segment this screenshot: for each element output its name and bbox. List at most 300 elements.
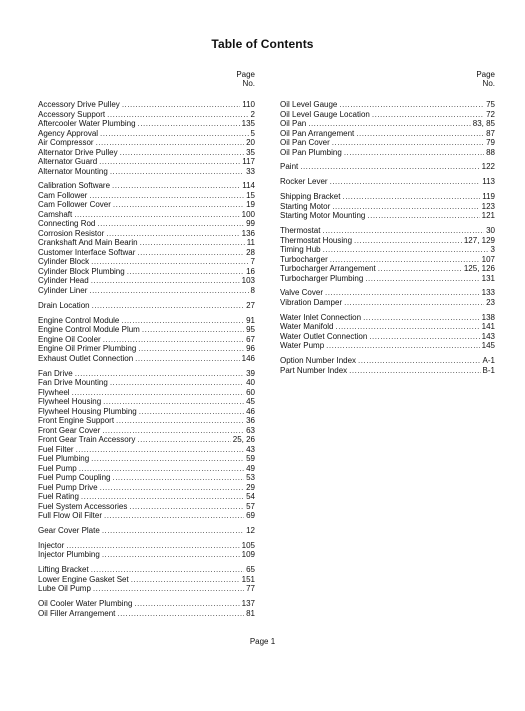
toc-entry-page: 3 [490, 245, 495, 255]
toc-entry-page: 107 [481, 254, 495, 264]
dot-leader [100, 483, 245, 493]
toc-entry-title: Rocker Lever [280, 177, 328, 187]
toc-entry[interactable] [280, 274, 495, 284]
toc-group [38, 541, 255, 560]
dot-leader [103, 335, 244, 345]
toc-entry[interactable] [38, 157, 255, 167]
dot-leader [354, 236, 462, 246]
toc-entry-page: 110 [242, 100, 255, 109]
toc-entry-title: Customer Interface Softwar [38, 247, 136, 257]
toc-entry[interactable] [38, 565, 255, 575]
toc-entry-title: Flywheel Housing Plumbing [38, 406, 137, 416]
toc-entry-title: Flywheel [38, 387, 70, 397]
toc-entry-title: Water Pump [280, 341, 325, 351]
toc-entry[interactable] [38, 286, 255, 296]
toc-entry-page: 25, 26 [232, 435, 255, 445]
toc-entry[interactable] [280, 192, 495, 202]
toc-entry-page: 81 [246, 608, 255, 618]
dot-leader [330, 177, 481, 187]
dot-leader [91, 565, 244, 575]
toc-entry-page: 121 [481, 211, 495, 221]
toc-group [38, 100, 255, 176]
dot-leader [102, 426, 244, 436]
dot-leader [308, 119, 471, 129]
dot-leader [92, 301, 245, 311]
toc-entry[interactable] [280, 255, 495, 265]
dot-leader [131, 575, 240, 585]
dot-leader [102, 550, 240, 560]
toc-entry-page: 45 [246, 397, 255, 407]
dot-leader [325, 288, 480, 298]
toc-entry[interactable] [280, 313, 495, 323]
toc-entry[interactable] [280, 119, 495, 129]
toc-entry[interactable] [38, 584, 255, 594]
toc-entry-page: 138 [481, 312, 495, 322]
toc-entry[interactable] [38, 526, 255, 536]
dot-leader [344, 298, 484, 308]
toc-entry-title: Fan Drive Mounting [38, 378, 108, 388]
toc-entry-page: 123 [481, 201, 495, 211]
toc-entry[interactable] [280, 322, 495, 332]
dot-leader [129, 502, 244, 512]
toc-entry[interactable] [38, 416, 255, 426]
toc-entry-title: Fuel Filter [38, 444, 74, 454]
toc-entry[interactable] [38, 344, 255, 354]
toc-entry-title: Starting Motor [280, 201, 331, 211]
dot-leader [358, 356, 481, 366]
toc-entry-page: 65 [246, 565, 255, 575]
toc-entry[interactable] [280, 211, 495, 221]
toc-entry[interactable] [38, 609, 255, 619]
toc-entry-title: Thermostat [280, 226, 321, 236]
dot-leader [127, 267, 244, 277]
toc-entry[interactable] [38, 397, 255, 407]
toc-entry-page: 131 [481, 273, 495, 283]
dot-leader [344, 148, 484, 158]
toc-entry[interactable] [38, 354, 255, 364]
toc-entry-title: Lube Oil Pump [38, 584, 91, 594]
toc-group [280, 226, 495, 283]
toc-entry-page: 145 [481, 341, 495, 351]
toc-entry-title: Oil Cooler Water Plumbing [38, 599, 133, 609]
toc-entry-page: 79 [486, 138, 495, 147]
toc-entry-title: Crankshaft And Main Bearin [38, 238, 138, 248]
toc-entry-page: 15 [246, 190, 255, 200]
toc-entry-page: 69 [246, 511, 255, 521]
toc-entry-title: Starting Motor Mounting [280, 211, 366, 221]
toc-entry-title: Engine Oil Cooler [38, 334, 101, 344]
dot-leader [110, 378, 244, 388]
dot-leader [113, 200, 244, 210]
toc-entry-title: Cylinder Block [38, 257, 90, 267]
toc-entry-page: 43 [246, 444, 255, 454]
dot-leader [138, 344, 244, 354]
toc-entry[interactable] [38, 511, 255, 521]
toc-entry-title: Corrosion Resistor [38, 228, 105, 238]
toc-entry-title: Full Flow Oil Filter [38, 511, 103, 521]
toc-entry-page: 54 [246, 492, 255, 502]
toc-entry[interactable] [38, 541, 255, 551]
toc-entry-page: 91 [246, 315, 255, 325]
toc-entry[interactable] [38, 200, 255, 210]
dot-leader [103, 397, 244, 407]
toc-entry[interactable] [280, 264, 495, 274]
toc-entry-page: A-1 [482, 356, 495, 366]
toc-entry-title: Oil Level Gauge Location [280, 109, 370, 119]
toc-entry-title: Front Gear Cover [38, 425, 101, 435]
dot-leader [76, 445, 245, 455]
dot-leader [110, 167, 244, 177]
toc-entry-page: 53 [246, 473, 255, 483]
toc-entry-page: 63 [246, 425, 255, 435]
toc-entry-page: 96 [246, 344, 255, 354]
toc-entry-title: Drain Location [38, 300, 90, 310]
toc-entry-title: Calibration Software [38, 181, 111, 191]
dot-leader [112, 181, 240, 191]
toc-entry-page: 99 [246, 219, 255, 229]
toc-entry-title: Cylinder Head [38, 276, 89, 286]
toc-entry-page: 16 [246, 266, 255, 276]
toc-entry[interactable] [38, 119, 255, 129]
toc-entry-page: 11 [246, 238, 255, 248]
toc-entry-page: 72 [486, 109, 495, 119]
toc-entry[interactable] [280, 138, 495, 148]
dot-leader [356, 129, 484, 139]
toc-entry-title: Exhaust Outlet Connection [38, 353, 134, 363]
toc-entry-title: Shipping Bracket [280, 192, 341, 202]
toc-entry[interactable] [38, 100, 255, 110]
toc-entry-title: Oil Level Gauge [280, 100, 338, 109]
dot-leader [91, 257, 248, 267]
toc-entry-page: 40 [246, 378, 255, 388]
toc-group [280, 177, 495, 187]
toc-entry[interactable] [38, 550, 255, 560]
toc-entry-title: Gear Cover Plate [38, 525, 100, 535]
toc-entry-page: 122 [481, 162, 495, 172]
toc-entry-page: 39 [246, 368, 255, 378]
dot-leader [363, 313, 480, 323]
toc-entry[interactable] [38, 325, 255, 335]
toc-entry-title: Fuel Plumbing [38, 454, 90, 464]
dot-leader [332, 202, 479, 212]
dot-leader [323, 245, 489, 255]
toc-entry[interactable] [280, 226, 495, 236]
toc-entry[interactable] [38, 229, 255, 239]
toc-entry-title: Cylinder Block Plumbing [38, 266, 125, 276]
toc-entry[interactable] [280, 162, 495, 172]
toc-entry-title: Camshaft [38, 209, 73, 219]
toc-entry-title: Agency Approval [38, 128, 99, 138]
dot-leader [135, 354, 239, 364]
toc-entry-title: Cam Follower [38, 190, 88, 200]
toc-entry[interactable] [38, 110, 255, 120]
dot-leader [89, 191, 244, 201]
toc-entry[interactable] [280, 236, 495, 246]
toc-entry-page: 125, 126 [463, 264, 495, 274]
toc-entry[interactable] [280, 100, 495, 110]
toc-entry-title: Alternator Mounting [38, 166, 108, 176]
toc-entry-page: 83, 85 [472, 119, 495, 128]
toc-entry[interactable] [280, 177, 495, 187]
toc-entry-title: Part Number Index [280, 365, 348, 375]
page-header-label: Page [236, 70, 255, 79]
toc-entry[interactable] [38, 435, 255, 445]
toc-entry[interactable] [38, 257, 255, 267]
toc-group [38, 181, 255, 295]
toc-entry-title: Option Number Index [280, 356, 357, 366]
dot-leader [372, 110, 484, 120]
dot-leader [332, 138, 484, 148]
toc-entry[interactable] [38, 492, 255, 502]
toc-entry-title: Fuel Pump Drive [38, 482, 98, 492]
toc-entry[interactable] [38, 129, 255, 139]
toc-entry[interactable] [38, 276, 255, 286]
toc-entry[interactable] [38, 148, 255, 158]
toc-entry[interactable] [38, 599, 255, 609]
toc-entry[interactable] [38, 238, 255, 248]
dot-leader [91, 454, 244, 464]
toc-entry-title: Water Inlet Connection [280, 312, 362, 322]
toc-entry-page: 75 [486, 100, 495, 109]
toc-entry-page: 2 [250, 109, 255, 119]
dot-leader [100, 129, 249, 139]
toc-entry[interactable] [38, 335, 255, 345]
toc-entry-title: Air Compressor [38, 138, 94, 147]
dot-leader [140, 238, 245, 248]
dot-leader [72, 388, 245, 398]
toc-entry-page: 113 [482, 177, 495, 187]
toc-group [280, 288, 495, 307]
dot-leader [142, 325, 244, 335]
toc-group [38, 526, 255, 536]
toc-entry-title: Oil Pan Arrangement [280, 128, 355, 138]
toc-group [38, 369, 255, 521]
toc-entry-title: Alternator Drive Pulley [38, 147, 118, 157]
toc-group [38, 599, 255, 618]
dot-leader [116, 416, 244, 426]
toc-entry-page: 27 [246, 300, 255, 310]
toc-group [38, 565, 255, 594]
toc-entry-page: 88 [486, 147, 495, 157]
dot-leader [137, 248, 244, 258]
toc-entry-title: Turbocharger Arrangement [280, 264, 376, 274]
toc-entry-title: Oil Pan Plumbing [280, 147, 342, 157]
dot-leader [137, 435, 230, 445]
toc-entry-page: 146 [241, 353, 255, 363]
dot-leader [75, 369, 244, 379]
toc-group [280, 313, 495, 351]
dot-leader [120, 148, 245, 158]
toc-entry[interactable] [280, 366, 495, 376]
toc-entry-title: Fuel Pump Coupling [38, 473, 111, 483]
dot-leader [330, 255, 480, 265]
toc-entry-title: Water Manifold [280, 322, 334, 332]
page-footer: Page 1 [249, 637, 276, 646]
toc-entry-page: 136 [241, 228, 255, 238]
toc-entry[interactable] [38, 181, 255, 191]
dot-leader [89, 286, 248, 296]
dot-leader [326, 341, 479, 351]
toc-entry-title: Timing Hub [280, 245, 321, 255]
toc-entry-title: Fuel System Accessories [38, 501, 128, 511]
toc-entry-page: 135 [241, 119, 255, 128]
toc-entry-page: 151 [241, 574, 255, 584]
toc-entry-title: Front Gear Train Accessory [38, 435, 136, 445]
toc-entry[interactable] [280, 110, 495, 120]
toc-entry-title: Cylinder Liner [38, 285, 88, 295]
toc-entry-title: Engine Control Module Plum [38, 325, 140, 335]
toc-entry-page: 109 [241, 550, 255, 560]
toc-entry[interactable] [38, 575, 255, 585]
toc-entry-title: Fan Drive [38, 368, 73, 378]
toc-entry[interactable] [38, 407, 255, 417]
toc-group [280, 162, 495, 172]
toc-entry[interactable] [280, 356, 495, 366]
toc-entry-page: 60 [246, 387, 255, 397]
toc-entry-title: Engine Control Module [38, 315, 120, 325]
toc-entry-title: Cam Follower Cover [38, 200, 111, 210]
dot-leader [97, 219, 244, 229]
toc-entry-page: 36 [246, 416, 255, 426]
page-title: Table of Contents [211, 37, 314, 51]
dot-leader [96, 138, 245, 148]
toc-left-column [38, 70, 255, 624]
toc-entry-title: Thermostat Housing [280, 235, 353, 245]
toc-entry-page: 119 [482, 192, 495, 202]
dot-leader [339, 100, 484, 110]
toc-entry-page: 117 [242, 157, 255, 166]
dot-leader [106, 229, 239, 239]
toc-entry-title: Alternator Guard [38, 157, 98, 166]
page-header-label: Page [476, 70, 495, 79]
toc-entry-page: 114 [242, 181, 255, 191]
dot-leader [107, 110, 248, 120]
toc-group [38, 301, 255, 311]
toc-entry-page: 35 [246, 147, 255, 157]
page-number-header [38, 70, 255, 100]
toc-entry[interactable] [38, 138, 255, 148]
toc-entry-title: Connecting Rod [38, 219, 96, 229]
toc-entry[interactable] [280, 129, 495, 139]
toc-entry[interactable] [280, 148, 495, 158]
toc-entry-page: 127, 129 [463, 235, 495, 245]
toc-entry-page: 87 [486, 128, 495, 138]
dot-leader [134, 599, 239, 609]
toc-entry-title: Aftercooler Water Plumbing [38, 119, 136, 128]
toc-entry-title: Flywheel Housing [38, 397, 102, 407]
toc-group [280, 100, 495, 157]
toc-entry[interactable] [38, 369, 255, 379]
toc-entry[interactable] [38, 388, 255, 398]
toc-entry[interactable] [38, 473, 255, 483]
toc-entry[interactable] [280, 332, 495, 342]
toc-entry-page: 105 [241, 540, 255, 550]
toc-entry-page: 8 [250, 285, 255, 295]
toc-entry[interactable] [38, 426, 255, 436]
toc-entry-page: 133 [481, 288, 495, 298]
toc-entry[interactable] [38, 301, 255, 311]
toc-entry[interactable] [38, 219, 255, 229]
toc-entry[interactable] [280, 245, 495, 255]
toc-entry-title: Accessory Drive Pulley [38, 100, 120, 109]
toc-entry-page: 5 [250, 128, 255, 138]
toc-entry-page: 33 [246, 166, 255, 176]
toc-entry[interactable] [38, 502, 255, 512]
toc-entry-title: Water Outlet Connection [280, 331, 368, 341]
toc-entry-title: Injector [38, 540, 65, 550]
toc-entry-page: 30 [486, 226, 495, 236]
dot-leader [378, 264, 462, 274]
toc-entry[interactable] [38, 454, 255, 464]
toc-entry-title: Injector Plumbing [38, 550, 100, 560]
page-no-header-label: No. [242, 79, 255, 88]
toc-entry-page: 77 [246, 584, 255, 594]
dot-leader [367, 211, 479, 221]
dot-leader [99, 157, 240, 167]
toc-entry[interactable] [38, 191, 255, 201]
page-no-header-label: No. [482, 79, 495, 88]
dot-leader [91, 276, 240, 286]
toc-entry[interactable] [38, 210, 255, 220]
dot-leader [81, 492, 244, 502]
toc-entry-title: Fuel Pump [38, 463, 77, 473]
dot-leader [365, 274, 479, 284]
toc-entry-page: B-1 [482, 365, 495, 375]
dot-leader [369, 332, 479, 342]
toc-entry[interactable] [38, 445, 255, 455]
toc-entry-page: 29 [246, 482, 255, 492]
toc-entry-page: 20 [246, 138, 255, 147]
toc-entry-title: Accessory Support [38, 109, 106, 119]
toc-entry[interactable] [38, 464, 255, 474]
toc-right-column [280, 70, 495, 381]
dot-leader [79, 464, 244, 474]
toc-entry-title: Fuel Rating [38, 492, 79, 502]
page-number-header [280, 70, 495, 100]
toc-entry[interactable] [280, 341, 495, 351]
dot-leader [93, 584, 244, 594]
toc-entry-page: 23 [486, 297, 495, 307]
toc-entry-title: Oil Pan [280, 119, 307, 128]
dot-leader [122, 100, 240, 110]
toc-entry[interactable] [280, 298, 495, 308]
toc-entry[interactable] [38, 483, 255, 493]
toc-entry[interactable] [280, 288, 495, 298]
toc-entry[interactable] [38, 378, 255, 388]
toc-entry-page: 67 [246, 334, 255, 344]
toc-entry-page: 28 [246, 247, 255, 257]
toc-entry[interactable] [280, 202, 495, 212]
toc-entry-title: Oil Pan Cover [280, 138, 330, 147]
dot-leader [342, 192, 480, 202]
toc-entry[interactable] [38, 167, 255, 177]
toc-entry-page: 57 [246, 501, 255, 511]
toc-entry-page: 12 [246, 525, 255, 535]
toc-entry-page: 143 [481, 331, 495, 341]
toc-entry-page: 49 [246, 463, 255, 473]
dot-leader [74, 210, 239, 220]
dot-leader [300, 162, 479, 172]
toc-entry[interactable] [38, 248, 255, 258]
toc-entry-title: Engine Oil Primer Plumbing [38, 344, 137, 354]
toc-entry-title: Lifting Bracket [38, 565, 89, 575]
toc-entry-title: Paint [280, 162, 299, 172]
toc-entry-title: Turbocharger Plumbing [280, 273, 364, 283]
toc-entry[interactable] [38, 316, 255, 326]
dot-leader [322, 226, 484, 236]
toc-entry[interactable] [38, 267, 255, 277]
dot-leader [112, 473, 244, 483]
